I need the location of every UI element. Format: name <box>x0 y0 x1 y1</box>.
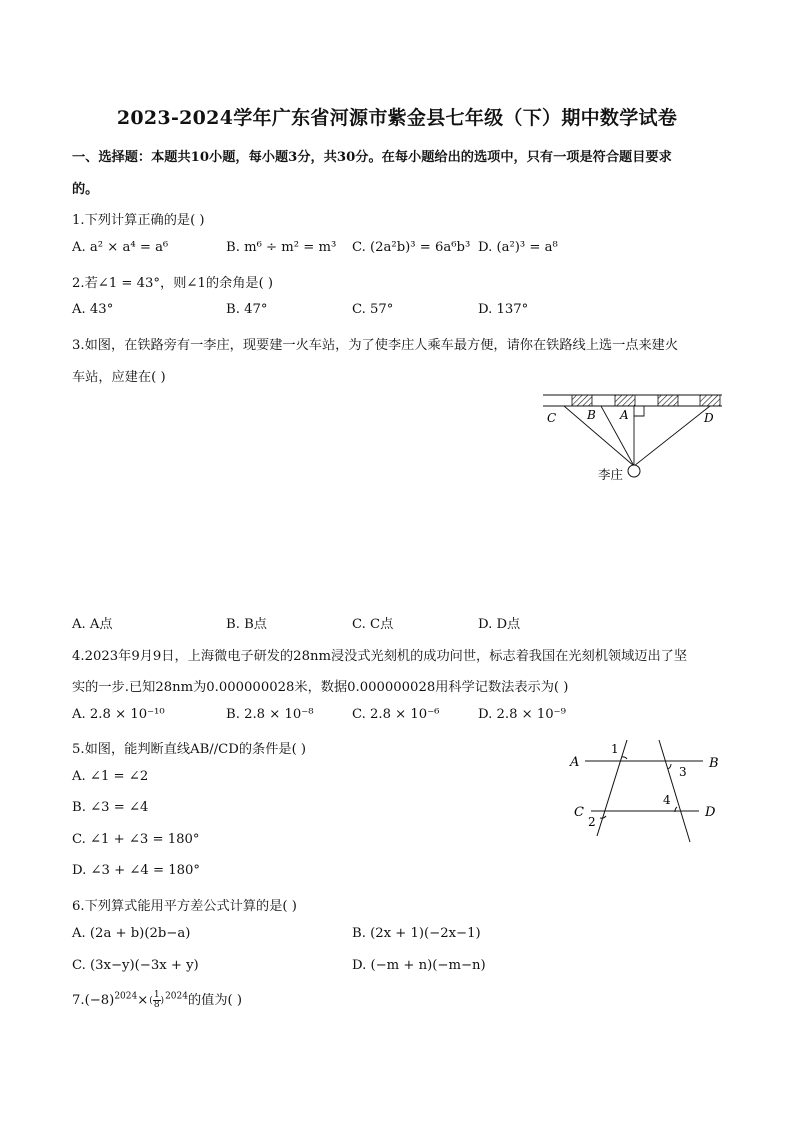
question-7-prefix: 7. <box>72 993 85 1008</box>
railway-figure <box>538 388 728 484</box>
question-2-stem: 2.若∠1 = 43°，则∠1的余角是( ) <box>72 276 274 291</box>
section-heading-line1: 一、选择题：本题共10小题，每小题3分，共30分。在每小题给出的选项中，只有一项是符合题目要求 <box>72 150 672 165</box>
question-7-exp-1: 2024 <box>114 991 138 1002</box>
question-4-option-b: B. 2.8 × 10⁻⁸ <box>226 707 314 722</box>
page-title: 2023-2024学年广东省河源市紫金县七年级（下）期中数学试卷 <box>116 107 678 129</box>
connecting-lines <box>564 406 710 466</box>
question-2-option-a: A. 43° <box>72 302 114 317</box>
question-1-option-c: C. (2a²b)³ = 6a⁶b³ <box>352 240 471 255</box>
question-7-times: × <box>137 993 149 1008</box>
question-5-option-d: D. ∠3 + ∠4 = 180° <box>72 863 200 878</box>
question-6-option-b: B. (2x + 1)(−2x−1) <box>352 926 481 941</box>
question-2-option-b: B. 47° <box>226 302 268 317</box>
question-4-stem-line2: 实的一步.已知28nm为0.000000028米，数据0.000000028用科学记数法表示为( ) <box>72 680 569 695</box>
question-1-option-d: D. (a²)³ = a⁸ <box>478 240 558 255</box>
question-7-frac-num: 1 <box>153 990 160 1000</box>
label-a: A <box>620 408 629 422</box>
railway-track <box>543 395 722 406</box>
question-3-option-d: D. D点 <box>478 617 521 632</box>
label-c: C <box>547 411 557 425</box>
question-3-option-c: C. C点 <box>352 617 394 632</box>
label-c: C <box>574 805 584 820</box>
transversal-right <box>659 740 690 842</box>
village-marker <box>628 465 640 477</box>
question-2-option-d: D. 137° <box>478 302 529 317</box>
label-d: D <box>704 411 714 425</box>
question-6-option-d: D. (−m + n)(−m−n) <box>352 958 486 973</box>
label-b: B <box>587 408 596 422</box>
question-3-option-b: B. B点 <box>226 617 267 632</box>
question-3-stem-line1: 3.如图，在铁路旁有一李庄，现要建一火车站，为了使李庄人乘车最方便，请你在铁路线上选一点来建火 <box>72 338 679 353</box>
angle-1-label: 1 <box>611 742 619 756</box>
label-d: D <box>705 805 716 820</box>
question-7-base: (−8) <box>84 993 115 1008</box>
question-4-option-d: D. 2.8 × 10⁻⁹ <box>478 707 566 722</box>
question-4-option-c: C. 2.8 × 10⁻⁶ <box>352 707 440 722</box>
angle-2-label: 2 <box>588 815 596 829</box>
section-heading-line2: 的。 <box>72 182 99 197</box>
question-7-frac-den: 8 <box>153 1000 160 1010</box>
question-5-option-a: A. ∠1 = ∠2 <box>72 769 149 784</box>
question-4-stem-line1: 4.2023年9月9日，上海微电子研发的28nm浸没式光刻机的成功问世，标志着我国在光刻机领域迈出了坚 <box>72 649 688 664</box>
question-1-option-a: A. a² × a⁴ = a⁶ <box>72 240 169 255</box>
question-3-option-a: A. A点 <box>72 617 113 632</box>
question-7-stem: $7.(-8)^{2024}\times$( $\frac{1}{8}$ )$^{2024}$的值为( ) <box>72 990 243 1010</box>
angle-3-label: 3 <box>679 765 687 779</box>
label-b: B <box>709 756 719 771</box>
question-5-option-c: C. ∠1 + ∠3 = 180° <box>72 832 200 847</box>
question-5-option-b: B. ∠3 = ∠4 <box>72 800 149 815</box>
label-village: 李庄 <box>598 467 624 482</box>
question-7-suffix: 的值为( ) <box>187 993 243 1008</box>
question-4-option-a: A. 2.8 × 10⁻¹⁰ <box>72 707 165 722</box>
label-a: A <box>570 755 580 770</box>
question-7-exp-2: 2024 <box>165 991 188 1002</box>
angle-4-label: 4 <box>663 793 671 807</box>
question-1-stem: 1.下列计算正确的是( ) <box>72 213 205 228</box>
question-6-option-c: C. (3x−y)(−3x + y) <box>72 958 199 973</box>
question-5-stem: 5.如图，能判断直线AB//CD的条件是( ) <box>72 742 307 757</box>
question-2-option-c: C. 57° <box>352 302 394 317</box>
question-1-option-b: B. m⁶ ÷ m² = m³ <box>226 240 337 255</box>
parallel-lines-figure <box>565 736 725 844</box>
question-3-stem-line2: 车站，应建在( ) <box>72 370 166 385</box>
question-6-option-a: A. (2a + b)(2b−a) <box>72 926 191 941</box>
question-6-stem: 6.下列算式能用平方差公式计算的是( ) <box>72 899 297 914</box>
